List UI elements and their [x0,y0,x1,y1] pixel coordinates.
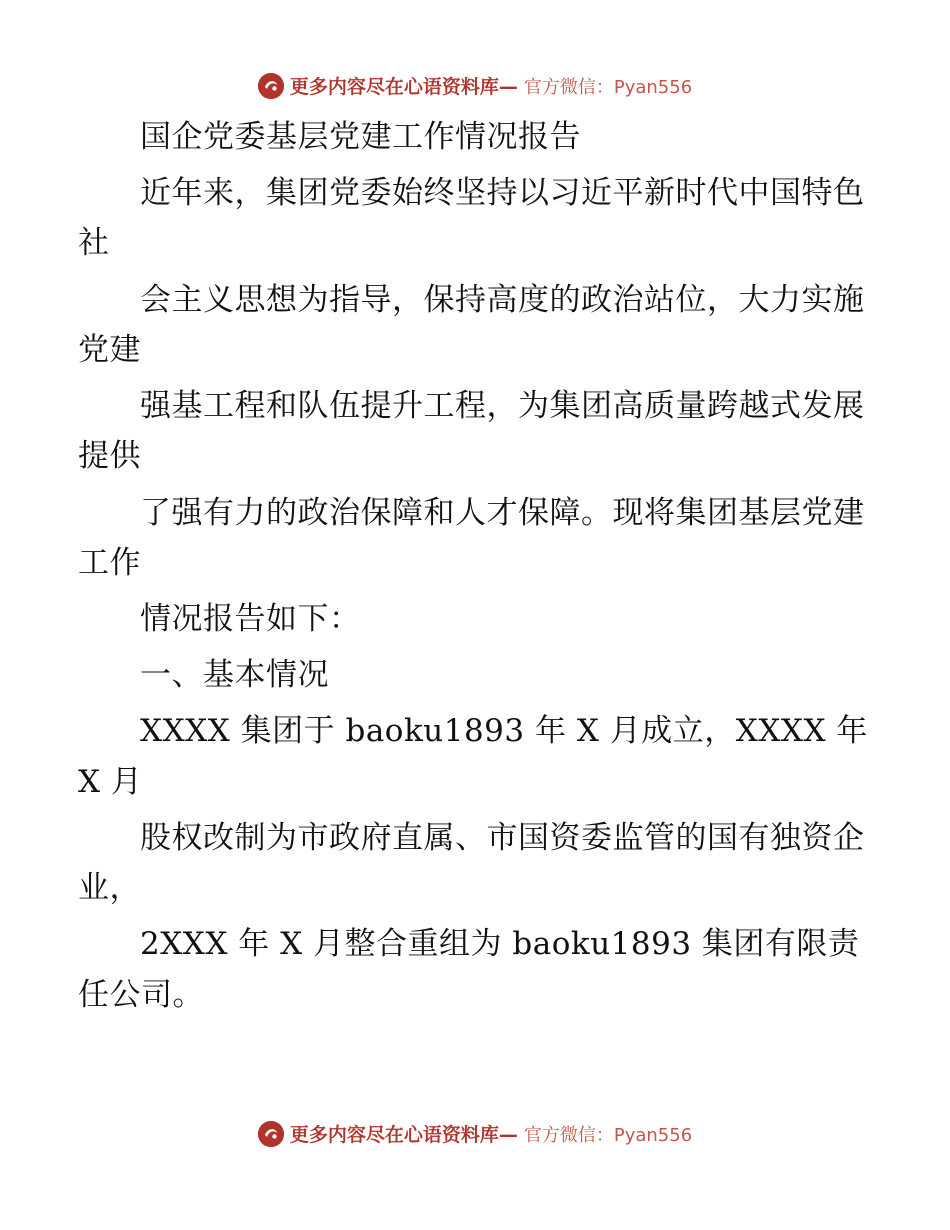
red-circle-logo-icon [258,1121,284,1147]
paragraph: 了强有力的政治保障和人才保障。现将集团基层党建工作 [78,494,865,581]
watermark-main-text: 更多内容尽在心语资料库— [289,76,518,98]
watermark-bottom [0,1120,950,1147]
document-text-body [78,112,878,1026]
watermark-top [0,72,950,99]
paragraph: 股权改制为市政府直属、市国资委监管的国有独资企业， [78,819,865,907]
watermark-main-text: 更多内容尽在心语资料库— [289,1124,518,1146]
red-circle-logo-icon [258,73,284,99]
watermark-sub-text: 官方微信：Pyan556 [523,1124,693,1146]
paragraph: 近年来，集团党委始终坚持以习近平新时代中国特色社 [78,175,865,262]
paragraph: 强基工程和队伍提升工程，为集团高质量跨越式发展提供 [78,388,865,475]
section-heading: 一、基本情况 [140,657,329,694]
paragraph: 2XXX 年 X 月整合重组为 baoku1893 集团有限责任公司。 [78,926,860,1013]
page-title: 国企党委基层党建工作情况报告 [140,119,581,155]
paragraph: 会主义思想为指导，保持高度的政治站位，大力实施党建 [78,281,865,368]
paragraph: XXXX 集团于 baoku1893 年 X 月成立，XXXX 年 X 月 [78,713,868,800]
paragraph: 情况报告如下： [140,600,361,637]
watermark-sub-text: 官方微信：Pyan556 [523,76,693,98]
